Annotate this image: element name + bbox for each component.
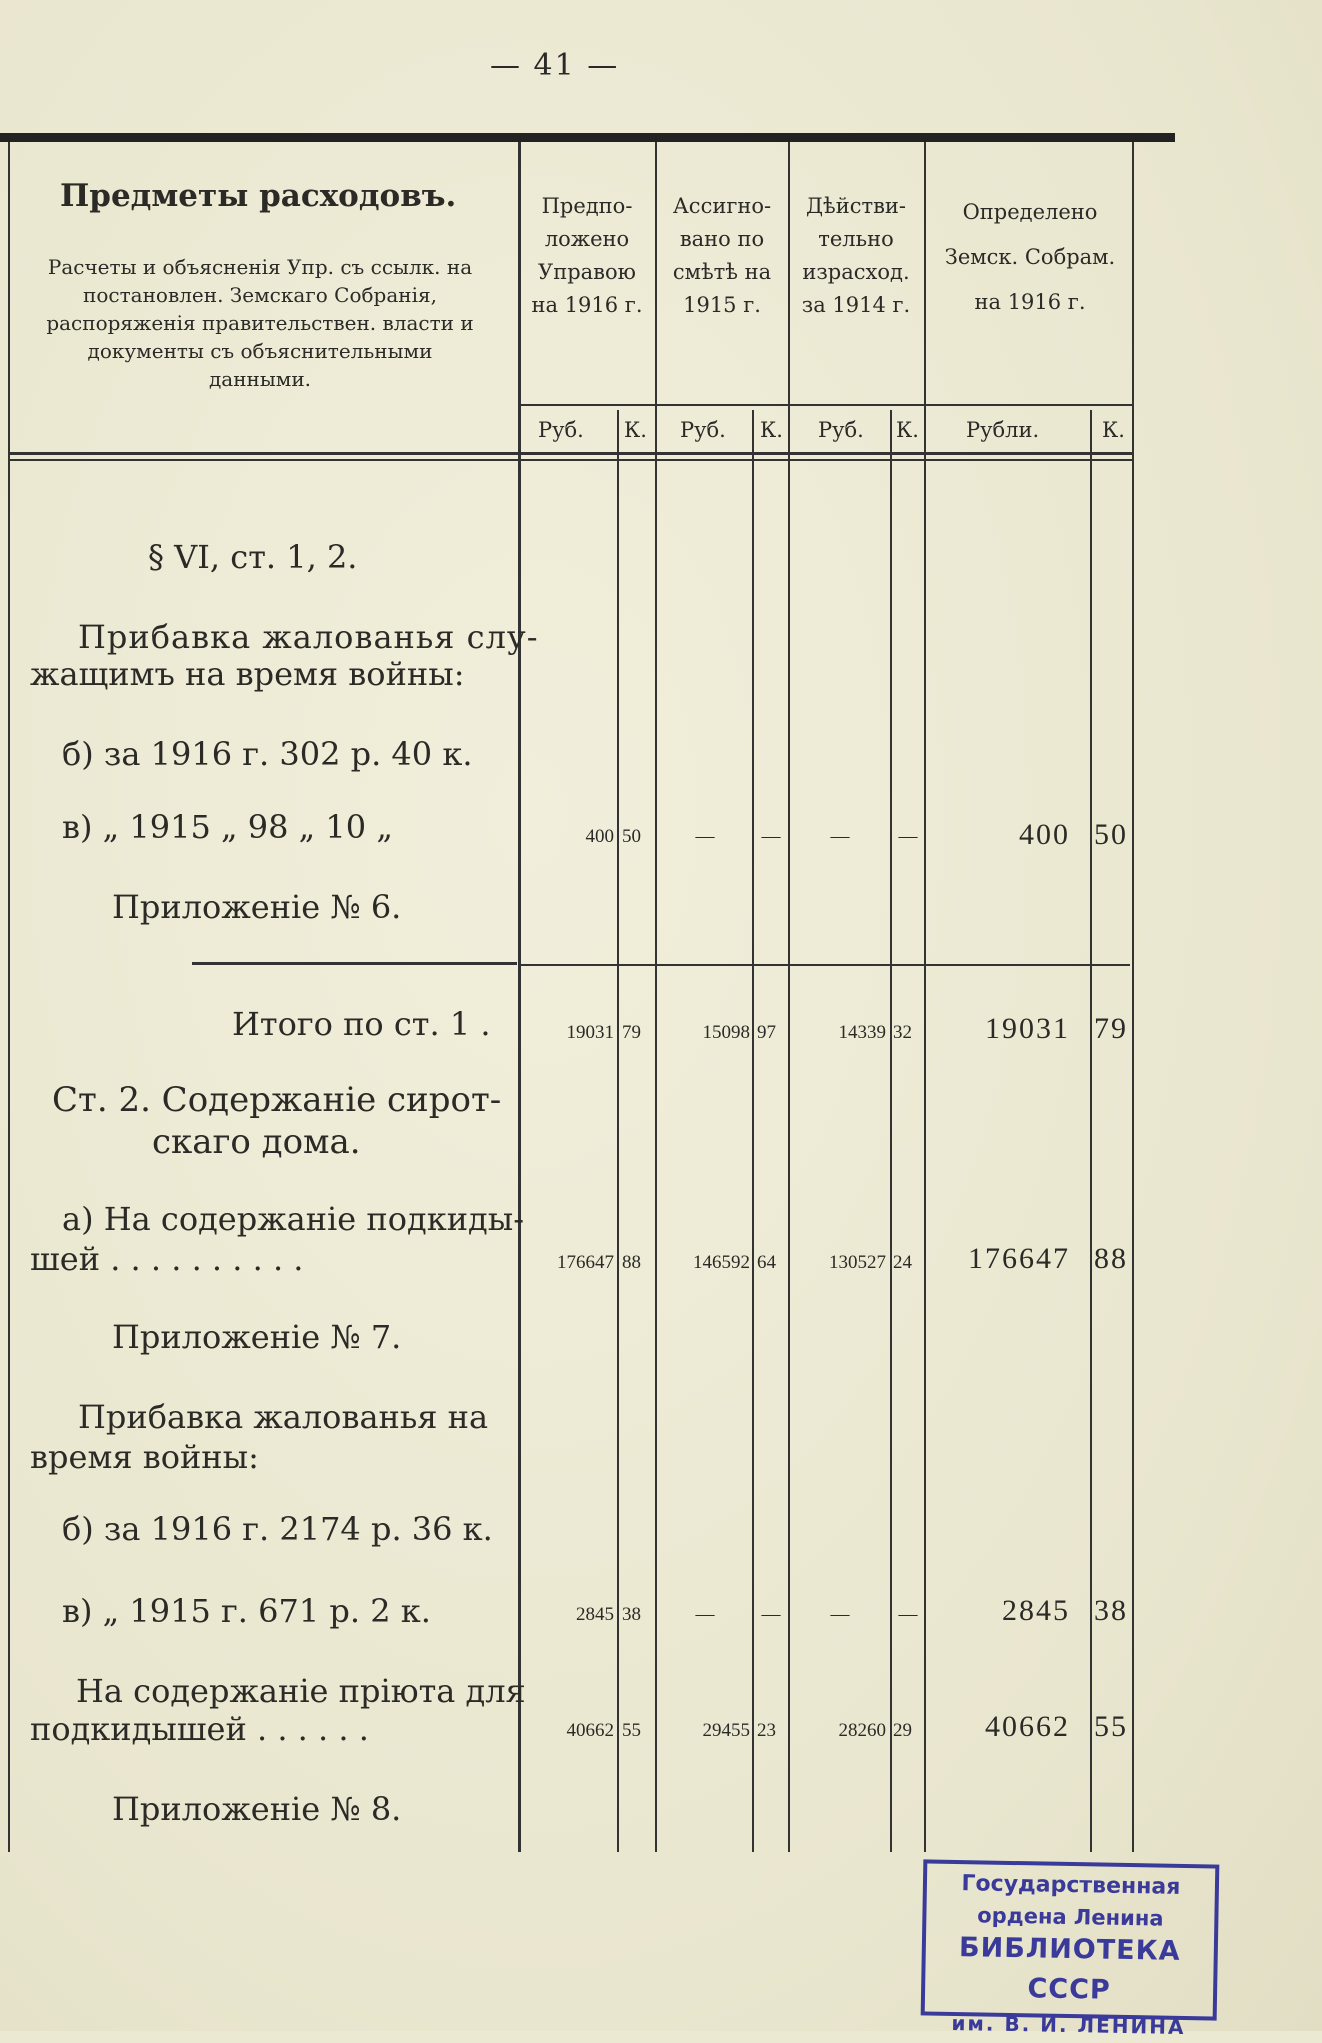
- row1-assigned-kop: —: [761, 826, 781, 847]
- row3-determined-kop: 38: [1094, 1594, 1128, 1627]
- stamp-line1: Государственная: [961, 1871, 1181, 1900]
- col-header-spent: Дѣйстви-тельно израсход. за 1914 г.: [801, 194, 911, 317]
- total-proposed-kop: 79: [622, 1022, 641, 1043]
- row4-proposed-kop: 55: [622, 1720, 641, 1741]
- row-a-assigned-kop: 64: [757, 1252, 776, 1273]
- unit-rub-proposed: Руб.: [538, 418, 584, 442]
- row-a-proposed-kop: 88: [622, 1252, 641, 1273]
- col-divider-desc: [518, 142, 521, 1852]
- unit-rub-assigned: Руб.: [680, 418, 726, 442]
- header-bottom-line-2: [8, 459, 1134, 461]
- row3-assigned-kop: —: [761, 1604, 781, 1625]
- row-a-proposed-rub: 176647: [557, 1252, 614, 1273]
- item1-appendix: Приложеніе № 6.: [112, 888, 402, 926]
- unit-kop-determined: К.: [1102, 418, 1125, 442]
- row4-determined-kop: 55: [1094, 1710, 1128, 1743]
- row3-assigned-rub: —: [695, 1604, 715, 1625]
- row3-proposed-kop: 38: [622, 1604, 641, 1625]
- row1-proposed-kop: 50: [622, 826, 641, 847]
- col-divider-a-kop: [752, 410, 754, 1852]
- table-border-right: [1132, 142, 1134, 1852]
- item3-b: б) за 1916 г. 2174 р. 36 к.: [62, 1510, 493, 1548]
- unit-rubli-determined: Рубли.: [966, 418, 1040, 442]
- stamp-line4: им. В. И. ЛЕНИНА: [951, 2010, 1186, 2040]
- row1-spent-kop: —: [898, 826, 918, 847]
- row1-determined-kop: 50: [1094, 818, 1128, 851]
- header-title: Предметы расходовъ.: [60, 178, 457, 214]
- row1-proposed-rub: 400: [585, 826, 614, 847]
- row4-assigned-kop: 23: [757, 1720, 776, 1741]
- row3-determined-rub: 2845: [1002, 1594, 1070, 1627]
- row-a-spent-rub: 130527: [829, 1252, 886, 1273]
- total-determined-kop: 79: [1094, 1012, 1128, 1045]
- row1-determined-rub: 400: [1019, 818, 1070, 851]
- row4-assigned-rub: 29455: [702, 1720, 750, 1741]
- section-heading: § VI, ст. 1, 2.: [148, 538, 358, 576]
- row-a-spent-kop: 24: [893, 1252, 912, 1273]
- row3-spent-kop: —: [898, 1604, 918, 1625]
- item3-v: в) „ 1915 г. 671 р. 2 к.: [62, 1592, 431, 1630]
- col-divider-d-kop: [1090, 410, 1092, 1852]
- col-divider-determined: [924, 142, 926, 1852]
- col-divider-p-kop: [617, 410, 619, 1852]
- row4-spent-kop: 29: [893, 1720, 912, 1741]
- library-stamp: [921, 1859, 1220, 2040]
- row-a-determined-kop: 88: [1094, 1242, 1128, 1275]
- st2-line1: Ст. 2. Содержаніе сирот-: [52, 1080, 502, 1120]
- col-divider-s-kop: [890, 410, 892, 1852]
- units-top-line: [518, 404, 1134, 406]
- row3-spent-rub: —: [830, 1604, 850, 1625]
- header-bottom-line: [8, 452, 1134, 455]
- col-header-proposed: Предпо-ложено Управою на 1916 г.: [531, 194, 643, 317]
- item4-line2: подкидышей . . . . . .: [30, 1710, 369, 1748]
- row4-determined-rub: 40662: [985, 1710, 1070, 1743]
- total-spent-kop: 32: [893, 1022, 912, 1043]
- item4-appendix: Приложеніе № 8.: [112, 1790, 402, 1828]
- row-a-determined-rub: 176647: [968, 1242, 1070, 1275]
- item3-line1: Прибавка жалованья на: [78, 1398, 489, 1436]
- unit-kop-assigned: К.: [760, 418, 783, 442]
- item1-b: б) за 1916 г. 302 р. 40 к.: [62, 735, 473, 773]
- table-border-left: [8, 142, 10, 1852]
- total-assigned-kop: 97: [757, 1022, 776, 1043]
- row1-assigned-rub: —: [695, 826, 715, 847]
- unit-rub-spent: Руб.: [818, 418, 864, 442]
- subtotal-rule-cols: [520, 964, 1130, 966]
- row4-proposed-rub: 40662: [566, 1720, 614, 1741]
- subtotal-rule: [192, 962, 517, 965]
- item-a-line2: шей . . . . . . . . . .: [30, 1240, 304, 1278]
- total-assigned-rub: 15098: [702, 1022, 750, 1043]
- item1-v: в) „ 1915 „ 98 „ 10 „: [62, 808, 393, 846]
- col-divider-spent: [788, 142, 790, 1852]
- total-determined-rub: 19031: [985, 1012, 1070, 1045]
- item1-title-line2: жащимъ на время войны:: [30, 655, 465, 693]
- stamp-line2: ордена Ленина: [977, 1903, 1164, 1931]
- page-number: — 41 —: [490, 48, 620, 83]
- top-rule: [0, 133, 1175, 142]
- total-spent-rub: 14339: [838, 1022, 886, 1043]
- row1-spent-rub: —: [830, 826, 850, 847]
- item3-line2: время войны:: [30, 1438, 259, 1476]
- total-label: Итого по ст. 1 .: [232, 1005, 491, 1043]
- col-header-assigned: Ассигно-вано по смѣтѣ на 1915 г.: [672, 194, 772, 317]
- stamp-line3: БИБЛИОТЕКА СССР: [958, 1932, 1181, 2006]
- total-proposed-rub: 19031: [566, 1022, 614, 1043]
- item-a-line1: а) На содержаніе подкиды-: [62, 1200, 524, 1238]
- row3-proposed-rub: 2845: [576, 1604, 614, 1625]
- row-a-assigned-rub: 146592: [693, 1252, 750, 1273]
- unit-kop-spent: К.: [896, 418, 919, 442]
- item4-line1: На содержаніе пріюта для: [76, 1672, 526, 1710]
- col-divider-assigned: [655, 142, 657, 1852]
- st2-line2: скаго дома.: [152, 1122, 361, 1162]
- header-description: Расчеты и объясненія Упр. съ ссылк. на постановлен. Земскаго Собранія, распоряженія правительствен. власти и документы съ объяснительными данными.: [46, 255, 474, 391]
- unit-kop-proposed: К.: [624, 418, 647, 442]
- item-a-appendix: Приложеніе № 7.: [112, 1318, 402, 1356]
- row4-spent-rub: 28260: [838, 1720, 886, 1741]
- col-header-determined: Определено Земск. Собрам. на 1916 г.: [944, 200, 1116, 314]
- item1-title-line1: Прибавка жалованья слу-: [78, 618, 539, 656]
